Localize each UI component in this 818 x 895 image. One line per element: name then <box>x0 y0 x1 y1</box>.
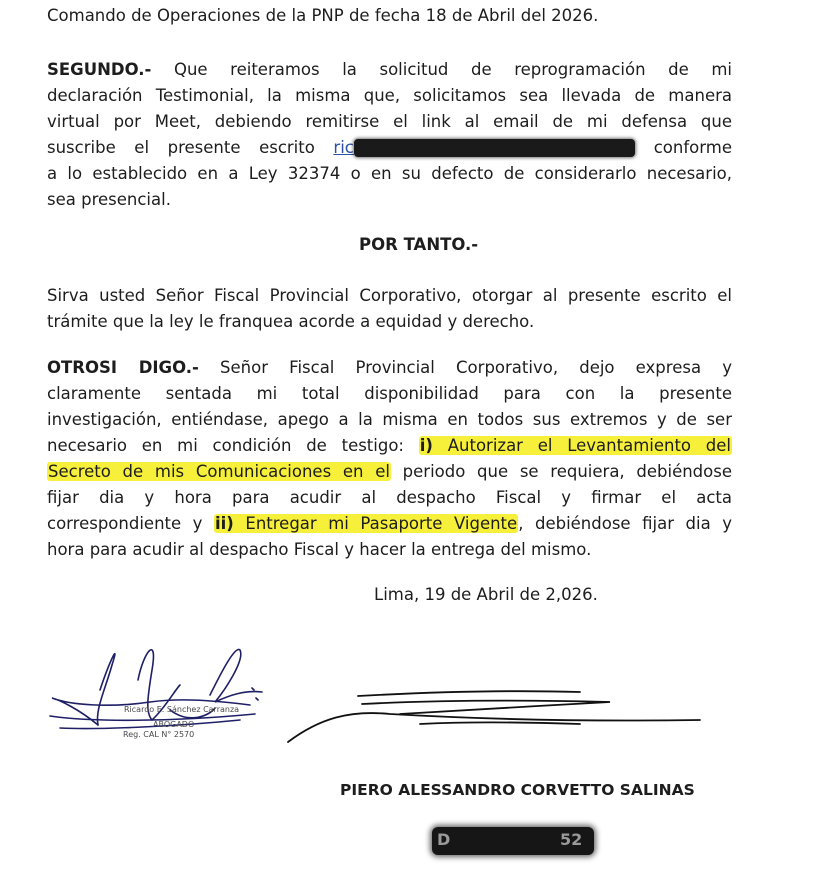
segundo-line-1 <box>47 57 732 83</box>
item-2-label: ii) <box>215 514 234 533</box>
email-redaction: ardosanchezcarranza@gmail.com <box>354 138 635 157</box>
otrosi-line-4-pre: necesario en mi condición de testigo: <box>47 436 419 455</box>
highlight-item-2 <box>214 514 518 533</box>
segundo-line-4-post: conforme <box>635 138 732 157</box>
otrosi-line-6: fijar dia y hora para acudir al despacho Fiscal y firmar el acta <box>47 488 732 507</box>
segundo-line-2: declaración Testimonial, la misma que, solicitamos sea llevada de manera <box>47 86 732 105</box>
otrosi-line-1 <box>47 355 732 381</box>
item-2-text: Entregar mi Pasaporte Vigente <box>233 514 518 533</box>
segundo-line-6: sea presencial. <box>47 190 171 209</box>
otrosi-line-5 <box>47 459 732 485</box>
stamp-name: Ricardo E. Sánchez Carranza <box>124 705 240 714</box>
email-visible: ric <box>333 138 354 157</box>
id-visible-start: D <box>437 830 451 849</box>
segundo-line-4-pre: suscribe el presente escrito <box>47 138 334 157</box>
segundo-line-5: a lo establecido en a Ley 32374 o en su defecto de considerarlo necesario, <box>47 164 732 183</box>
otrosi-text-1: Señor Fiscal Provincial Corporativo, dejo expresa y <box>220 358 732 377</box>
segundo-text-1: Que reiteramos la solicitud de reprogramación de mi <box>173 60 732 79</box>
sirva-line-2: trámite que la ley le franquea acorde a equidad y derecho. <box>47 312 535 331</box>
otrosi-line-7 <box>47 511 732 537</box>
sirva-line-1: Sirva usted Señor Fiscal Provincial Corporativo, otorgar al presente escrito el <box>47 286 732 305</box>
otrosi-line-5-post: periodo que se requiera, debiéndose <box>390 462 732 481</box>
date-place: Lima, 19 de Abril de 2,026. <box>374 585 598 604</box>
por-tanto-heading: POR TANTO.- <box>359 235 479 254</box>
stamp-title: ABOGADO <box>153 720 195 729</box>
segundo-label: SEGUNDO.- <box>47 60 152 79</box>
otrosi-line-3: investigación, entiéndase, apego a la misma en todos sus extremos y de ser <box>47 410 732 429</box>
top-line: Comando de Operaciones de la PNP de fecha 18 de Abril del 2026. <box>47 6 599 25</box>
highlight-item-1a <box>419 436 732 455</box>
item-1-label: i) <box>419 436 433 455</box>
otrosi-line-7-post: , debiéndose fijar dia y <box>518 514 733 533</box>
signer-name: PIERO ALESSANDRO CORVETTO SALINAS <box>340 781 695 799</box>
client-signature <box>280 680 730 760</box>
item-1-text-a: Autorizar el Levantamiento del <box>432 436 731 455</box>
segundo-line-3: virtual por Meet, debiendo remitirse el link al email de mi defensa que <box>47 112 732 131</box>
otrosi-line-8: hora para acudir al despacho Fiscal y hacer la entrega del mismo. <box>47 540 592 559</box>
otrosi-line-2: claramente sentada mi total disponibilidad para con la presente <box>47 384 732 403</box>
highlight-item-1b: Secreto de mis Comunicaciones en el <box>48 462 390 481</box>
id-visible-end: 52 <box>560 830 583 849</box>
otrosi-label: OTROSI DIGO.- <box>47 358 199 377</box>
otrosi-line-4 <box>47 433 732 459</box>
email-link[interactable] <box>333 138 635 157</box>
stamp-registry: Reg. CAL N° 2570 <box>123 730 195 739</box>
segundo-line-4 <box>47 135 732 161</box>
lawyer-signature <box>40 630 280 780</box>
otrosi-line-7-pre: correspondiente y <box>47 514 214 533</box>
